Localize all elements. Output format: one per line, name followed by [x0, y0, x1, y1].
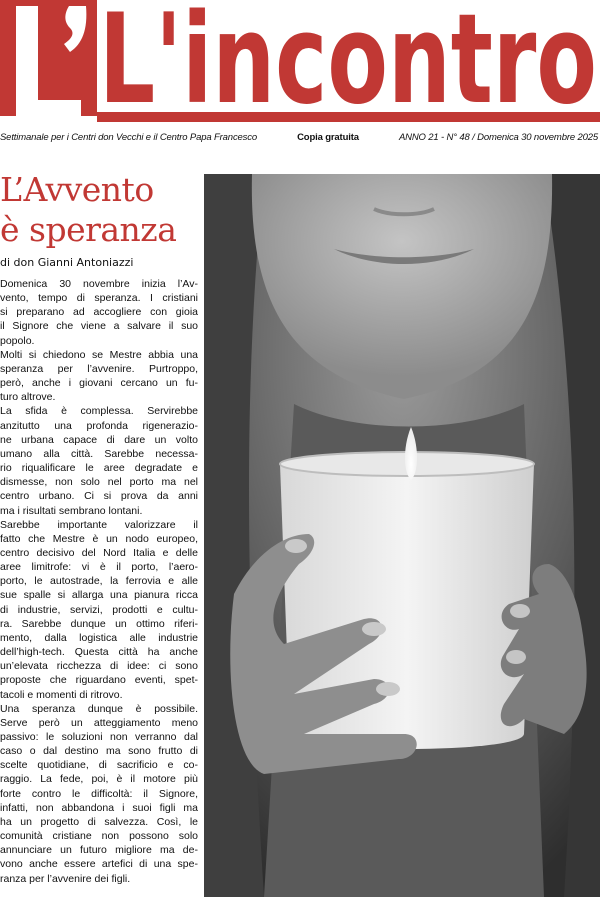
article-line: aree limitrofe: vi è il porto, l’aero-: [0, 561, 198, 574]
article-line: ma i risultati sembrano lontani.: [0, 504, 143, 517]
article-line: umano alla città. Sarebbe necessa-: [0, 447, 198, 460]
article-line: Una speranza dunque è possibile.: [0, 702, 198, 715]
article-line: turo altrove.: [0, 391, 56, 404]
article-line: Molti si chiedono se Mestre abbia una: [0, 348, 198, 361]
article-line: popolo.: [0, 334, 35, 347]
article-line: ranza per l’avvenire dei figli.: [0, 872, 131, 885]
headline-line-1: L’Avvento: [0, 170, 154, 209]
article-line: raggio. La fede, poi, è il motore più: [0, 773, 198, 786]
article-line: rio riqualificare le aree degradate e: [0, 462, 198, 475]
article-line: vento, tempo di speranza. I cristiani: [0, 292, 198, 305]
headline-line-2: è speranza: [0, 210, 177, 249]
article-line: ne urbana capace di dare un volto: [0, 433, 198, 446]
article-line: dell’high-tech. Questa città ha anche: [0, 646, 198, 659]
subtitle: Settimanale per i Centri don Vecchi e il Centro Papa Francesco: [0, 132, 258, 143]
free-copy-label: Copia gratuita: [297, 132, 359, 143]
article-line: vono anche essere artefici di una spe-: [0, 858, 198, 871]
article-body: [0, 277, 198, 886]
article-line: sue spalle si allarga una pianura ricca: [0, 589, 198, 602]
article-line: dismesse, non solo nel porto ma nel: [0, 476, 198, 489]
article-line: fatto che Mestre è un nodo europeo,: [0, 532, 198, 545]
issue-info: ANNO 21 - N° 48 / Domenica 30 novembre 2025: [398, 132, 598, 143]
article-line: La sfida è complessa. Servirebbe: [0, 405, 198, 418]
candle-photo: [204, 174, 600, 897]
info-bar: [0, 132, 600, 148]
article-line: si preparano ad accogliere con gioia: [0, 306, 198, 319]
article-line: però, anche i giovani cercano un fu-: [0, 377, 198, 390]
article-line: speranza per l’avvenire. Purtroppo,: [0, 362, 198, 375]
headline: [0, 170, 176, 250]
article-line: ha un progetto di salvezza. Così, le: [0, 815, 198, 828]
article-line: annunciare un futuro migliore ma de-: [0, 844, 198, 857]
masthead-title: L'incontro: [99, 0, 597, 125]
article-line: scelte quotidiane, di sacrificio e co-: [0, 759, 198, 772]
article-line: passivo: le soluzioni non verranno dal: [0, 731, 198, 743]
article-line: Sarebbe importante valorizzare il: [0, 518, 198, 531]
article-line: di industrie, servizi, prodotti e cultu-: [0, 603, 198, 616]
article-line: il Signore che viene a salvare il suo: [0, 320, 198, 333]
article-line: proposte che riguardano eventi, spet-: [0, 674, 198, 687]
article-line: ra. Sarebbe dunque un ottimo riferi-: [0, 617, 198, 630]
article-line: un’elevata ricchezza di idee: ci sono: [0, 660, 198, 673]
article-line: centro urbano. Ci si prova da anni: [0, 490, 198, 503]
article-line: forte contro le difficoltà: il Signore,: [0, 787, 198, 800]
article-line: anzitutto una profonda rigenerazio-: [0, 419, 198, 432]
masthead-logo: [0, 0, 600, 125]
article-line: porto, le autostrade, la ferrovia e alle: [0, 575, 198, 588]
article-line: infatti, non abbandona i suoi figli ma: [0, 801, 198, 814]
article-line: centro decisivo del Nord Italia e delle: [0, 546, 198, 559]
article-line: mento, dalla logistica alle industrie: [0, 631, 198, 644]
article-line: comunità cristiane non possono solo: [0, 830, 198, 843]
article-line: Domenica 30 novembre inizia l’Av-: [0, 278, 198, 290]
article-line: caso o dal destino ma sono frutto di: [0, 745, 198, 758]
article-line: Serve però un atteggiamento meno: [0, 716, 198, 729]
byline: di don Gianni Antoniazzi: [0, 256, 134, 269]
article-line: tacoli e momenti di ritrovo.: [0, 688, 123, 701]
